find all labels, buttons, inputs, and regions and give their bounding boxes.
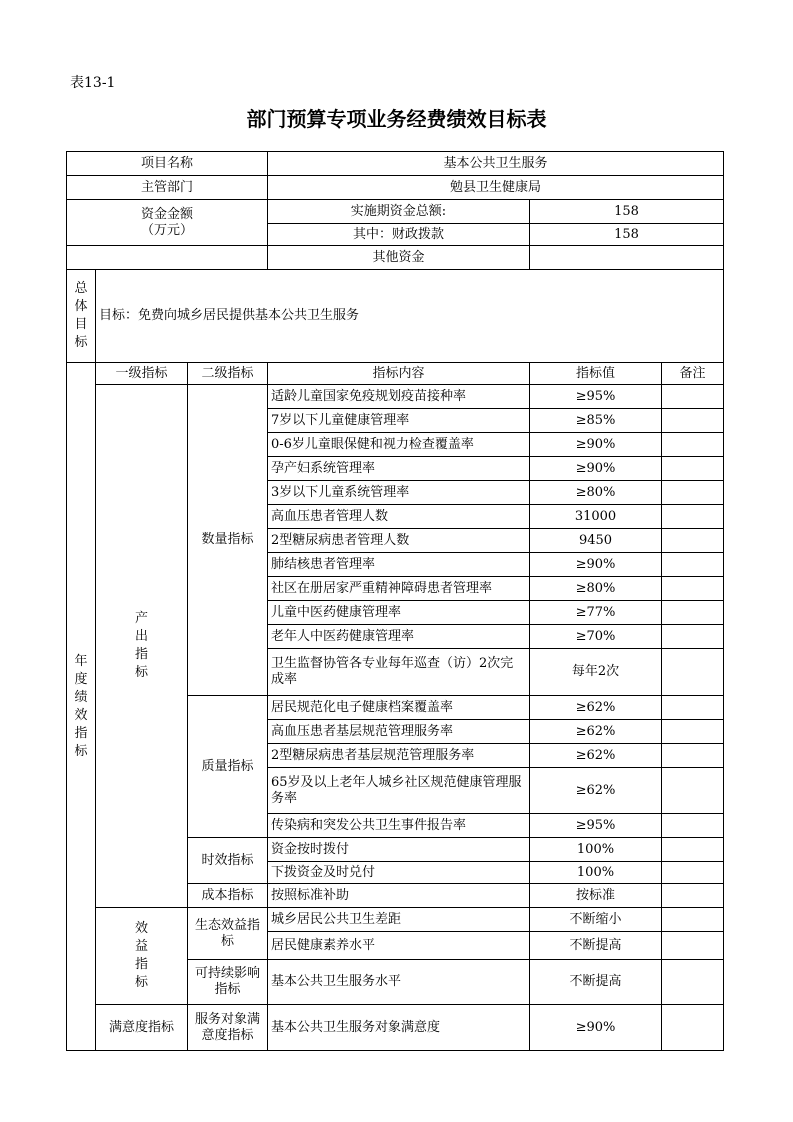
- indicator-note: [662, 744, 724, 768]
- fund-label-line1: 资金金额: [140, 206, 193, 222]
- header-value: 指标值: [530, 363, 662, 385]
- indicator-note: [662, 577, 724, 601]
- quality-label: 质量指标: [188, 696, 268, 838]
- indicator-value: ≥90%: [530, 433, 662, 457]
- indicator-note: [662, 553, 724, 577]
- indicator-content: 资金按时拨付: [268, 838, 530, 862]
- indicator-content: 65岁及以上老年人城乡社区规范健康管理服务率: [268, 768, 530, 814]
- fund-row: [67, 200, 724, 224]
- indicator-note: [662, 529, 724, 553]
- indicator-note: [662, 908, 724, 932]
- indicator-value: 不断提高: [530, 932, 662, 960]
- indicator-content: 下拨资金及时兑付: [268, 862, 530, 884]
- fund-label: [67, 200, 268, 246]
- indicator-note: [662, 481, 724, 505]
- goal-row: [67, 270, 724, 363]
- goal-text: 目标：免费向城乡居民提供基本公共卫生服务: [96, 270, 724, 363]
- fund-label-line2: （万元）: [140, 222, 193, 238]
- goal-label: 总体目标: [67, 270, 96, 363]
- indicator-content: 2型糖尿病患者管理人数: [268, 529, 530, 553]
- indicator-content: 高血压患者基层规范管理服务率: [268, 720, 530, 744]
- indicator-value: ≥62%: [530, 696, 662, 720]
- performance-table: [66, 151, 724, 1051]
- table-row: [67, 1005, 724, 1051]
- fund-blank: [67, 246, 268, 270]
- indicator-content: 7岁以下儿童健康管理率: [268, 409, 530, 433]
- indicator-content: 居民健康素养水平: [268, 932, 530, 960]
- indicator-value: ≥90%: [530, 553, 662, 577]
- quantity-label: 数量指标: [188, 385, 268, 696]
- indicator-value: 31000: [530, 505, 662, 529]
- indicator-value: ≥77%: [530, 601, 662, 625]
- indicator-content: 基本公共卫生服务对象满意度: [268, 1005, 530, 1051]
- indicator-content: 基本公共卫生服务水平: [268, 960, 530, 1005]
- indicator-note: [662, 625, 724, 649]
- indicator-value: ≥62%: [530, 720, 662, 744]
- indicator-value: 9450: [530, 529, 662, 553]
- annual-indicators-label: 年度绩效指标: [67, 363, 96, 1051]
- indicator-note: [662, 433, 724, 457]
- sustain-label: 可持续影响指标: [188, 960, 268, 1005]
- page-title: 部门预算专项业务经费绩效目标表: [246, 107, 547, 131]
- header-level1: 一级指标: [96, 363, 188, 385]
- indicator-note: [662, 649, 724, 696]
- finance-label: 其中：财政拨款: [268, 224, 530, 246]
- indicator-note: [662, 932, 724, 960]
- finance-value: 158: [530, 224, 724, 246]
- total-value: 158: [530, 200, 724, 224]
- indicator-value: ≥62%: [530, 768, 662, 814]
- header-level2: 二级指标: [188, 363, 268, 385]
- indicator-note: [662, 814, 724, 838]
- table-row: [67, 385, 724, 409]
- indicator-note: [662, 768, 724, 814]
- indicator-content: 适龄儿童国家免疫规划疫苗接种率: [268, 385, 530, 409]
- indicator-content: 卫生监督协管各专业每年巡查（访）2次完成率: [268, 649, 530, 696]
- header-content: 指标内容: [268, 363, 530, 385]
- indicator-note: [662, 862, 724, 884]
- indicator-value: ≥95%: [530, 385, 662, 409]
- indicator-note: [662, 457, 724, 481]
- header-note: 备注: [662, 363, 724, 385]
- table-number: 表13-1: [70, 75, 116, 91]
- benefit-indicators-label: 效益指标: [96, 908, 188, 1005]
- indicator-note: [662, 385, 724, 409]
- indicator-note: [662, 720, 724, 744]
- indicator-content: 按照标准补助: [268, 884, 530, 908]
- indicator-value: ≥70%: [530, 625, 662, 649]
- project-name-value: 基本公共卫生服务: [268, 152, 724, 176]
- info-row: [67, 176, 724, 200]
- indicator-content: 0-6岁儿童眼保健和视力检查覆盖率: [268, 433, 530, 457]
- header-row: [67, 363, 724, 385]
- other-value: [530, 246, 724, 270]
- indicator-value: 每年2次: [530, 649, 662, 696]
- fund-row: [67, 246, 724, 270]
- indicator-content: 孕产妇系统管理率: [268, 457, 530, 481]
- other-label: 其他资金: [268, 246, 530, 270]
- indicator-content: 老年人中医药健康管理率: [268, 625, 530, 649]
- indicator-content: 社区在册居家严重精神障碍患者管理率: [268, 577, 530, 601]
- indicator-note: [662, 884, 724, 908]
- indicator-content: 儿童中医药健康管理率: [268, 601, 530, 625]
- indicator-value: ≥80%: [530, 577, 662, 601]
- dept-label: 主管部门: [67, 176, 268, 200]
- indicator-value: ≥62%: [530, 744, 662, 768]
- indicator-content: 肺结核患者管理率: [268, 553, 530, 577]
- satisfaction-label: 满意度指标: [96, 1005, 188, 1051]
- indicator-content: 居民规范化电子健康档案覆盖率: [268, 696, 530, 720]
- timeliness-label: 时效指标: [188, 838, 268, 884]
- dept-value: 勉县卫生健康局: [268, 176, 724, 200]
- indicator-value: ≥95%: [530, 814, 662, 838]
- indicator-value: ≥90%: [530, 1005, 662, 1051]
- indicator-value: 不断提高: [530, 960, 662, 1005]
- indicator-value: 100%: [530, 862, 662, 884]
- indicator-value: ≥80%: [530, 481, 662, 505]
- total-label: 实施期资金总额:: [268, 200, 530, 224]
- table-row: [67, 908, 724, 932]
- indicator-note: [662, 1005, 724, 1051]
- indicator-note: [662, 696, 724, 720]
- indicator-content: 3岁以下儿童系统管理率: [268, 481, 530, 505]
- indicator-note: [662, 601, 724, 625]
- project-name-label: 项目名称: [67, 152, 268, 176]
- indicator-value: 按标准: [530, 884, 662, 908]
- service-label: 服务对象满意度指标: [188, 1005, 268, 1051]
- eco-label: 生态效益指标: [188, 908, 268, 960]
- indicator-value: 100%: [530, 838, 662, 862]
- indicator-note: [662, 960, 724, 1005]
- indicator-content: 2型糖尿病患者基层规范管理服务率: [268, 744, 530, 768]
- output-indicators-label: 产出指标: [96, 385, 188, 908]
- indicator-note: [662, 838, 724, 862]
- indicator-content: 高血压患者管理人数: [268, 505, 530, 529]
- indicator-note: [662, 505, 724, 529]
- cost-label: 成本指标: [188, 884, 268, 908]
- indicator-content: 城乡居民公共卫生差距: [268, 908, 530, 932]
- indicator-content: 传染病和突发公共卫生事件报告率: [268, 814, 530, 838]
- info-row: [67, 152, 724, 176]
- indicator-value: 不断缩小: [530, 908, 662, 932]
- indicator-note: [662, 409, 724, 433]
- indicator-value: ≥90%: [530, 457, 662, 481]
- indicator-value: ≥85%: [530, 409, 662, 433]
